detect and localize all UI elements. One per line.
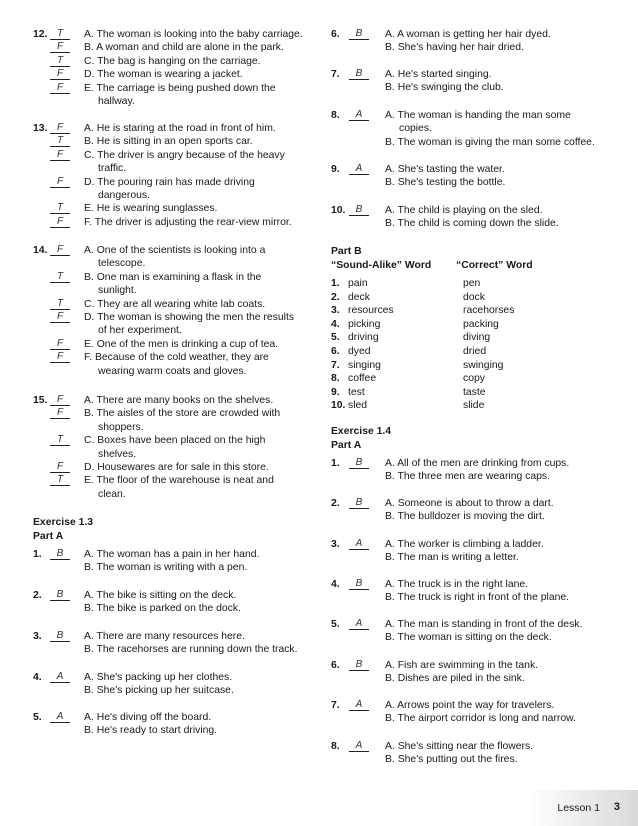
page-number: 3 [613, 801, 620, 813]
question-number: 2. [33, 590, 42, 601]
statement-text: F. The driver is adjusting the rear-view mirror. [84, 216, 292, 228]
option-b: B. He's swinging the club. [385, 82, 504, 94]
word-number: 2. [331, 291, 340, 303]
option-b: B. The woman is writing with a pen. [84, 562, 248, 574]
statement-text: of her experiment. [98, 325, 182, 337]
statement-text: C. They are all wearing white lab coats. [84, 298, 266, 310]
answer-blank: T [50, 435, 70, 446]
option-a: A. She's sitting near the flowers. [385, 741, 534, 752]
option-a: A. The truck is in the right lane. [385, 579, 529, 590]
statement-text: C. The bag is hanging on the carriage. [84, 55, 261, 67]
answer-blank: F [50, 83, 70, 94]
question-number: 3. [331, 539, 340, 550]
statement-text: E. The floor of the warehouse is neat and [84, 475, 274, 487]
question-number: 7. [331, 69, 340, 80]
answer-blank: A [349, 619, 369, 630]
statement-text: clean. [98, 488, 126, 500]
correct-word: pen [463, 278, 481, 289]
word-number: 7. [331, 359, 340, 371]
statement-text: B. He is sitting in an open sports car. [84, 136, 253, 148]
option-a: A. All of the men are drinking from cups. [385, 458, 570, 469]
statement-text: E. One of the men is drinking a cup of tea. [84, 338, 279, 350]
answer-blank: F [50, 150, 70, 161]
sound-alike-word: deck [348, 291, 370, 303]
answer-blank: B [349, 458, 369, 469]
answer-blank: B [349, 29, 369, 40]
question-number: 5. [331, 619, 340, 630]
answer-blank: F [50, 123, 70, 134]
question-number: 6. [331, 660, 340, 671]
statement-text: hallway. [98, 96, 135, 107]
option-a: A. There are many resources here. [84, 631, 245, 642]
statement-text: E. The carriage is being pushed down the [84, 82, 276, 94]
question-number: 8. [331, 741, 340, 752]
option-a: A. The bike is sitting on the deck. [84, 590, 237, 601]
option-b: B. The woman is sitting on the deck. [385, 632, 552, 644]
answer-blank: T [50, 56, 70, 67]
word-number: 3. [331, 305, 340, 317]
question-number: 5. [33, 712, 42, 723]
exercise-title: Exercise 1.4 [331, 426, 392, 437]
statement-text: C. The driver is angry because of the heavy [84, 149, 285, 161]
question-number: 1. [33, 549, 42, 560]
option-a: A. Arrows point the way for travelers. [385, 700, 555, 711]
option-a: A. She's tasting the water. [385, 164, 505, 175]
answer-blank: B [349, 660, 369, 671]
statement-text: shelves. [98, 448, 137, 460]
answer-blank: T [50, 203, 70, 214]
correct-word: slide [463, 400, 485, 412]
option-a: A. He's diving off the board. [84, 712, 212, 723]
right-column [331, 0, 621, 790]
sound-alike-word: driving [348, 332, 379, 344]
left-column [33, 0, 323, 790]
answer-blank: T [50, 29, 70, 40]
word-number: 4. [331, 318, 340, 330]
option-a: A. A woman is getting her hair dyed. [385, 29, 551, 40]
option-a: A. Fish are swimming in the tank. [385, 660, 539, 671]
question-number: 4. [331, 579, 340, 590]
option-b: B. She's testing the bottle. [385, 177, 506, 189]
lesson-label: Lesson 1 [557, 802, 600, 814]
question-number: 7. [331, 700, 340, 711]
option-b: B. She's having her hair dried. [385, 42, 524, 54]
correct-word: swinging [463, 359, 504, 371]
word-number: 10. [331, 400, 346, 412]
sound-alike-word: coffee [348, 373, 377, 385]
option-a: A. She's packing up her clothes. [84, 672, 233, 683]
question-number: 9. [331, 164, 340, 175]
correct-word: dried [463, 346, 487, 357]
statement-text: D. The woman is showing the men the results [84, 312, 295, 323]
statement-text: traffic. [98, 163, 127, 175]
word-number: 9. [331, 386, 340, 398]
question-number: 4. [33, 672, 42, 683]
option-b: B. She's putting out the fires. [385, 754, 518, 766]
statement-text: shoppers. [98, 421, 144, 433]
answer-blank: F [50, 352, 70, 363]
answer-blank: B [349, 579, 369, 590]
correct-word: diving [463, 332, 491, 344]
answer-blank: A [349, 741, 369, 752]
column-header-sound-alike: “Sound-Alike” Word [331, 260, 432, 271]
statement-text: B. The aisles of the store are crowded with [84, 408, 281, 420]
option-b: B. The bike is parked on the dock. [84, 603, 241, 615]
question-number: 15. [33, 395, 48, 406]
sound-alike-word: sled [348, 400, 368, 412]
answer-blank: F [50, 395, 70, 406]
answer-blank: F [50, 69, 70, 80]
option-b: B. Dishes are piled in the sink. [385, 673, 525, 685]
word-number: 8. [331, 373, 340, 385]
correct-word: copy [463, 373, 485, 385]
statement-text: E. He is wearing sunglasses. [84, 203, 218, 215]
statement-text: B. A woman and child are alone in the park. [84, 42, 284, 54]
answer-blank: F [50, 312, 70, 323]
part-title: Part A [33, 531, 64, 542]
option-b: B. She's picking up her suitcase. [84, 685, 234, 697]
answer-blank: A [349, 164, 369, 175]
option-b: B. The woman is giving the man some coffee. [385, 136, 595, 148]
answer-blank: A [50, 672, 70, 683]
sound-alike-word: test [348, 386, 365, 398]
answer-blank: F [50, 217, 70, 228]
part-title: Part B [331, 246, 362, 257]
question-number: 12. [33, 29, 48, 40]
statement-text: A. One of the scientists is looking into a [84, 245, 266, 256]
sound-alike-word: picking [348, 318, 381, 330]
statement-text: A. He is staring at the road in front of him. [84, 123, 276, 134]
option-b: B. The three men are wearing caps. [385, 471, 550, 483]
sound-alike-word: pain [348, 278, 368, 289]
statement-text: A. There are many books on the shelves. [84, 395, 274, 406]
correct-word: taste [463, 386, 486, 398]
option-a: copies. [399, 123, 432, 135]
word-number: 6. [331, 346, 340, 357]
statement-text: D. Housewares are for sale in this store. [84, 462, 269, 473]
answer-blank: F [50, 339, 70, 350]
answer-blank: F [50, 42, 70, 53]
statement-text: B. One man is examining a flask in the [84, 271, 262, 283]
option-b: B. The child is coming down the slide. [385, 218, 559, 230]
word-number: 5. [331, 332, 340, 344]
question-number: 14. [33, 245, 48, 256]
statement-text: dangerous. [98, 190, 150, 201]
answer-blank: B [349, 498, 369, 509]
question-number: 10. [331, 205, 346, 216]
option-b: B. The airport corridor is long and narrow. [385, 713, 576, 725]
correct-word: packing [463, 318, 499, 330]
correct-word: racehorses [463, 305, 515, 317]
answer-blank: B [50, 590, 70, 601]
option-a: A. The child is playing on the sled. [385, 205, 543, 216]
option-b: B. He's ready to start driving. [84, 725, 218, 737]
answer-blank: F [50, 177, 70, 188]
correct-word: dock [463, 291, 485, 303]
statement-text: sunlight. [98, 285, 137, 297]
part-title: Part A [331, 440, 362, 451]
word-number: 1. [331, 278, 340, 289]
answer-blank: T [50, 136, 70, 147]
option-a: A. Someone is about to throw a dart. [385, 498, 554, 509]
column-header-correct: “Correct” Word [456, 260, 533, 271]
sound-alike-word: dyed [348, 346, 371, 357]
page-footer [528, 790, 638, 826]
answer-blank: F [50, 245, 70, 256]
option-a: A. He's started singing. [385, 69, 492, 80]
statement-text: C. Boxes have been placed on the high [84, 435, 266, 447]
answer-blank: B [50, 631, 70, 642]
exercise-title: Exercise 1.3 [33, 517, 94, 528]
option-b: B. The bulldozer is moving the dirt. [385, 511, 545, 523]
answer-blank: T [50, 299, 70, 310]
question-number: 1. [331, 458, 340, 469]
answer-blank: T [50, 272, 70, 283]
question-number: 3. [33, 631, 42, 642]
statement-text: F. Because of the cold weather, they are [84, 352, 269, 364]
option-a: A. The woman is handing the man some [385, 110, 571, 121]
sound-alike-word: resources [348, 305, 394, 317]
statement-text: D. The woman is wearing a jacket. [84, 69, 243, 81]
answer-blank: B [349, 205, 369, 216]
option-a: A. The woman has a pain in her hand. [84, 549, 260, 560]
answer-blank: F [50, 408, 70, 419]
question-number: 8. [331, 110, 340, 121]
option-b: B. The man is writing a letter. [385, 552, 519, 564]
statement-text: wearing warm coats and gloves. [98, 365, 247, 377]
answer-blank: B [50, 549, 70, 560]
answer-blank: A [349, 700, 369, 711]
statement-text: D. The pouring rain has made driving [84, 176, 255, 188]
question-number: 2. [331, 498, 340, 509]
option-b: B. The truck is right in front of the plane. [385, 592, 570, 604]
answer-blank: A [349, 110, 369, 121]
answer-blank: A [50, 712, 70, 723]
question-number: 13. [33, 123, 48, 134]
answer-blank: A [349, 539, 369, 550]
option-a: A. The man is standing in front of the desk. [385, 619, 583, 630]
option-b: B. The racehorses are running down the track. [84, 644, 298, 656]
statement-text: A. The woman is looking into the baby carriage. [84, 29, 303, 40]
question-number: 6. [331, 29, 340, 40]
answer-blank: B [349, 69, 369, 80]
option-a: A. The worker is climbing a ladder. [385, 539, 544, 550]
statement-text: telescope. [98, 258, 146, 270]
answer-blank: T [50, 475, 70, 486]
sound-alike-word: singing [348, 359, 381, 371]
answer-blank: F [50, 462, 70, 473]
